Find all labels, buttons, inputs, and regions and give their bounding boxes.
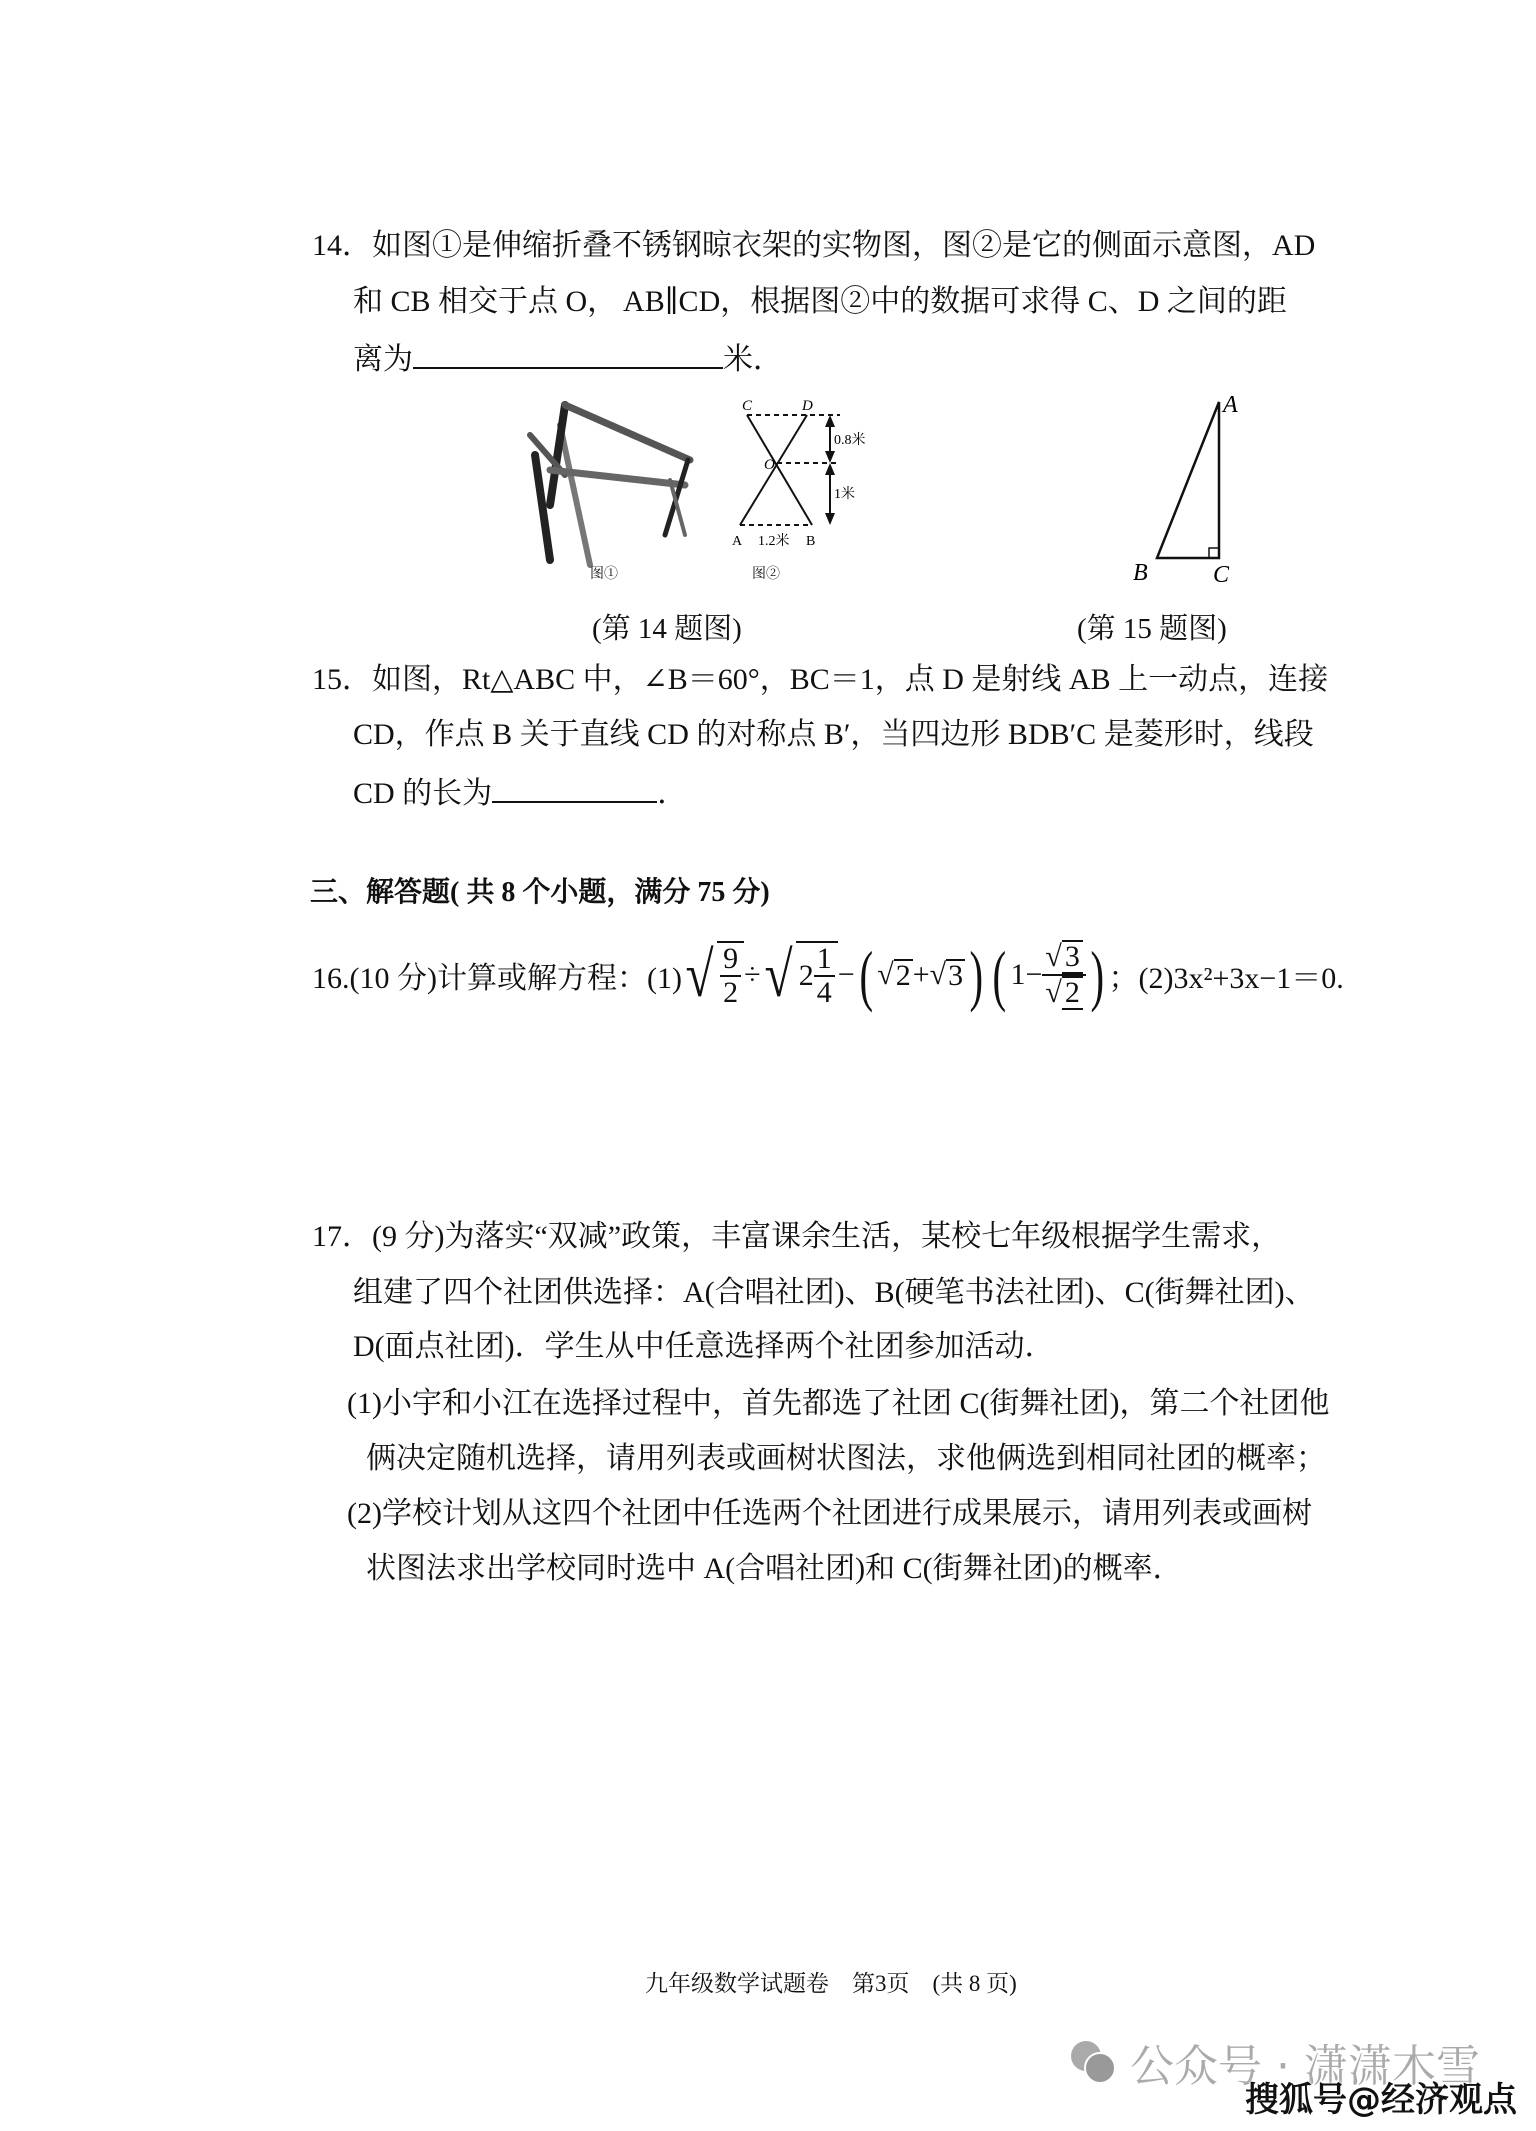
sqrt-2-1-4: √ 2 $\frac{1}{4}$: [761, 940, 838, 1010]
sqrt-3: √ 3: [929, 958, 964, 992]
paren: ): [969, 937, 984, 1013]
q14-unit: 米．: [723, 343, 783, 376]
q15-line3: [353, 773, 687, 812]
section-heading: 三、解答题( 共 8 个小题，满分 75 分): [310, 877, 770, 908]
answer-blank-15[interactable]: [492, 773, 657, 803]
point-B: B: [1133, 560, 1148, 586]
den: 4: [816, 976, 832, 1009]
sqrt-2: √ 2: [877, 958, 911, 992]
q14-line1: 14．如图①是伸缩折叠不锈钢晾衣架的实物图，图②是它的侧面示意图，AD: [312, 229, 1316, 262]
point-C: C: [742, 398, 753, 414]
q17-line4: (1)小宇和小江在选择过程中，首先都选了社团 C(街舞社团)，第二个社团他: [347, 1387, 1330, 1420]
q16-part2: ；(2)3x²+3x−1＝0.: [1108, 962, 1344, 995]
q14-line3-text: 离为: [353, 343, 413, 376]
fig15-caption: (第 15 题图): [1077, 613, 1227, 645]
minus-sign: −: [837, 958, 855, 991]
q15-end: ．: [657, 777, 688, 810]
rack-side-diagram: [720, 395, 890, 555]
plus-sign: +: [912, 958, 930, 991]
paren: (: [992, 937, 1006, 1013]
one-minus: 1−: [1010, 958, 1043, 991]
paren: (: [859, 937, 873, 1013]
sqrt-9-over-2: √ $\frac{9}{2}$: [682, 940, 744, 1010]
num: 9: [720, 943, 741, 977]
point-O: O: [764, 457, 775, 473]
q17-line7: 状图法求出学校同时选中 A(合唱社团)和 C(街舞社团)的概率．: [366, 1552, 1183, 1585]
q14-line2: 和 CB 相交于点 O， AB∥CD，根据图②中的数据可求得 C、D 之间的距: [353, 285, 1287, 318]
q15-line3-text: CD 的长为: [353, 777, 493, 810]
q15-line1: 15．如图，Rt△ABC 中，∠B＝60°，BC＝1，点 D 是射线 AB 上一动点，连接: [312, 663, 1329, 696]
q17-line6: (2)学校计划从这四个社团中任选两个社团进行成果展示，请用列表或画树: [347, 1497, 1312, 1530]
point-C: C: [1213, 562, 1230, 588]
q17-line3: D(面点社团)．学生从中任意选择两个社团参加活动．: [353, 1330, 1055, 1363]
den: 2: [723, 976, 739, 1009]
whole: 2: [798, 959, 814, 992]
fig14-caption: (第 14 题图): [592, 613, 742, 645]
q17-line2: 组建了四个社团供选择：A(合唱社团)、B(硬笔书法社团)、C(街舞社团)、: [353, 1276, 1315, 1309]
page-footer: 九年级数学试题卷 第3页 (共 8 页): [645, 1971, 1017, 1996]
point-D: D: [802, 398, 813, 414]
num: 1: [814, 943, 835, 977]
point-B: B: [806, 534, 816, 549]
dim-top: 0.8米: [834, 433, 866, 448]
triangle-abc: [1085, 390, 1245, 590]
div-sign: ÷: [744, 958, 761, 991]
q17-line1: 17．(9 分)为落实“双减”政策，丰富课余生活，某校七年级根据学生需求，: [312, 1220, 1282, 1253]
q16-formula: [312, 937, 1344, 1013]
fig2-label: 图②: [752, 567, 780, 582]
sqrt3-over-sqrt2: √ 3 √ 2: [1042, 940, 1085, 1010]
q17-line5: 俩决定随机选择，请用列表或画树状图法，求他俩选到相同社团的概率；: [366, 1442, 1326, 1475]
dim-base: 1.2米: [758, 534, 790, 549]
point-A: A: [1223, 392, 1238, 418]
fig1-label: 图①: [590, 567, 618, 582]
point-A: A: [732, 534, 743, 549]
sohu-watermark: 搜狐号@经济观点: [1245, 2080, 1517, 2120]
q15-line2: CD，作点 B 关于直线 CD 的对称点 B′，当四边形 BDB′C 是菱形时，线段: [353, 718, 1314, 751]
dim-bottom: 1米: [834, 487, 855, 502]
paren: ): [1090, 937, 1104, 1013]
q16-prefix: 16.(10 分)计算或解方程：(1): [312, 962, 682, 995]
wechat-icon: [1068, 2038, 1118, 2088]
answer-blank-14[interactable]: [413, 339, 723, 369]
q14-line3: [353, 339, 783, 378]
wechat-watermark: 公众号 · 潇潇木雪: [1130, 2041, 1480, 2092]
